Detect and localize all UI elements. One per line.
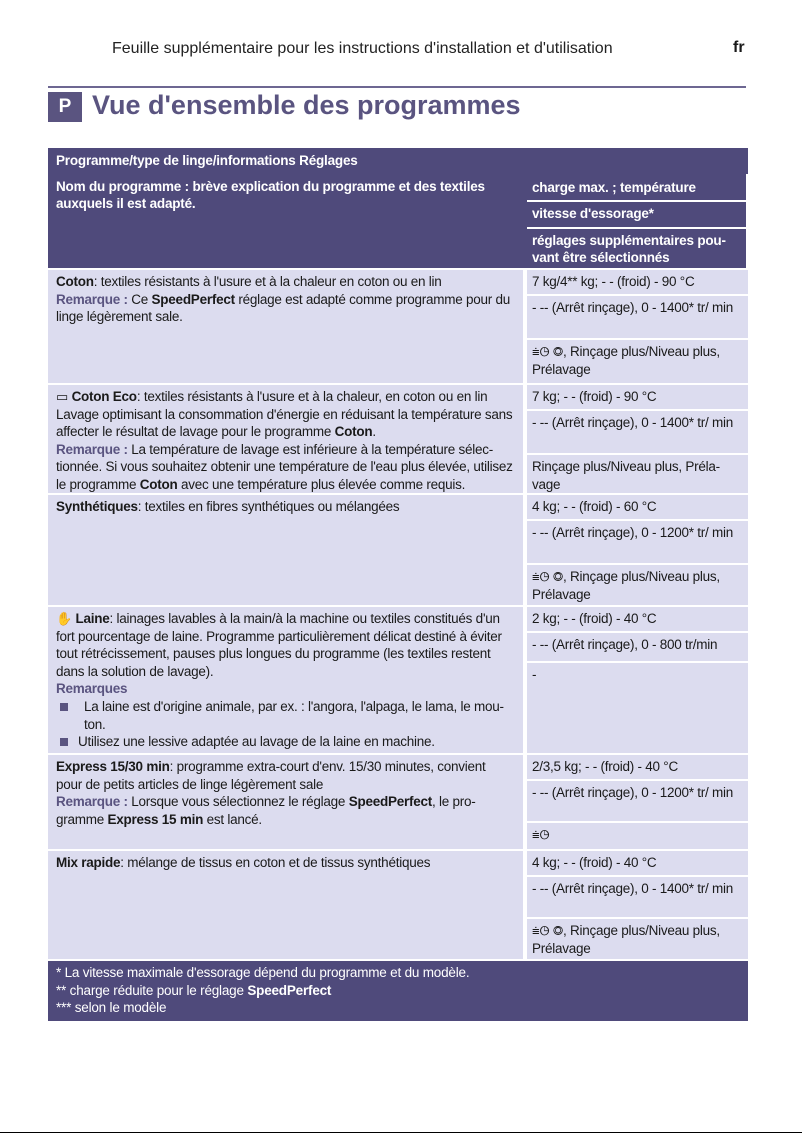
hand-wash-icon: ✋	[56, 611, 72, 626]
program-mix-rapide: Mix rapide: mélange de tissus en coton et de tissus synthétiques	[48, 851, 523, 959]
page-header	[0, 36, 802, 64]
table-head-options: réglages supplémentaires pou-vant être sélectionnés	[527, 229, 746, 268]
programs-icon: P	[48, 92, 82, 122]
coton-spin: - -- (Arrêt rinçage), 0 - 1400* tr/ min	[527, 296, 748, 338]
express-load: 2/3,5 kg; - - (froid) - 40 °C	[527, 755, 748, 779]
laine-load: 2 kg; - - (froid) - 40 °C	[527, 607, 748, 631]
mix-load: 4 kg; - - (froid) - 40 °C	[527, 851, 748, 875]
program-express: Express 15/30 min: programme extra-court d'env. 15/30 minutes, convient pour de petits articles de linge légèrement sale Remarque : Lorsque vous sélectionnez le réglage SpeedPerfect, le pro-gramme Express 15 min est lancé.	[48, 755, 523, 849]
language-code: fr	[733, 39, 745, 56]
eco-icon: ▭	[56, 389, 69, 404]
laine-note-1: La laine est d'origine animale, par ex. : l'angora, l'alpaga, le lama, le mou-ton.	[56, 698, 515, 733]
coton-options: ⩧◷ ◎, Rinçage plus/Niveau plus, Prélavage	[527, 340, 748, 383]
speedperfect-icon: ⩧◷ ◎	[532, 569, 564, 584]
page-bottom-line	[0, 1132, 802, 1133]
header-text: Feuille supplémentaire pour les instructions d'installation et d'utilisation	[112, 40, 613, 57]
laine-spin: - -- (Arrêt rinçage), 0 - 800 tr/min	[527, 633, 748, 661]
table-head-load: charge max. ; température	[527, 174, 746, 200]
table-footnotes	[48, 961, 748, 1021]
program-coton: Coton: textiles résistants à l'usure et à la chaleur en coton ou en lin Remarque : Ce SpeedPerfect réglage est adapté comme programme pour du linge légèrement sale.	[48, 270, 523, 383]
speedperfect-icon: ⩧◷ ◎	[532, 344, 564, 359]
page-title: Vue d'ensemble des programmes	[92, 90, 521, 120]
laine-note-2: Utilisez une lessive adaptée au lavage de la laine en machine.	[56, 733, 515, 751]
coton-load: 7 kg/4** kg; - - (froid) - 90 °C	[527, 270, 748, 294]
speedperfect-icon: ⩧◷ ◎	[532, 923, 564, 938]
table-head-left: Nom du programme : brève explication du programme et des textiles auxquels il est adapté.	[56, 179, 485, 211]
laine-options: -	[527, 663, 748, 753]
program-coton-eco: ▭ Coton Eco: textiles résistants à l'usure et à la chaleur, en coton ou en lin Lavage optimisant la consommation d'énergie en réduisant la température sans affecter le résultat de lavage pour le programme Coton. Remarque : La température de lavage est inférieure à la température sélec-tionnée. Si vous souhaitez obtenir une température de l'eau plus élevée, utilisez le programme Coton avec une température plus élevée comme requis.	[48, 385, 523, 493]
synth-load: 4 kg; - - (froid) - 60 °C	[527, 495, 748, 519]
express-options	[527, 823, 748, 849]
header-divider	[48, 86, 746, 88]
synth-options: ⩧◷ ◎, Rinçage plus/Niveau plus, Prélavage	[527, 565, 748, 605]
program-synthetiques: Synthétiques: textiles en fibres synthétiques ou mélangées	[48, 495, 523, 605]
program-laine: ✋ Laine: lainages lavables à la main/à la machine ou textiles constitués d'un fort pourcentage de laine. Programme particulièrement délicat destiné à éviter tout rétrécissement, pauses plus longues du programme (les textiles restent dans la solution de lavage). Remarques La laine est d'origine animale, par ex. : l'angora, l'alpaga, le lama, le mou-ton. Utilisez une lessive adaptée au lavage de la laine en machine.	[48, 607, 523, 753]
table-head-spin: vitesse d'essorage*	[527, 202, 746, 227]
footnote-1: * La vitesse maximale d'essorage dépend du programme et du modèle.	[56, 965, 470, 980]
synth-spin: - -- (Arrêt rinçage), 0 - 1200* tr/ min	[527, 521, 748, 563]
eco-options: Rinçage plus/Niveau plus, Préla-vage	[527, 455, 748, 493]
table-head-main: Programme/type de linge/informations Réglages	[56, 153, 358, 168]
footnote-3: *** selon le modèle	[56, 1000, 167, 1015]
speedperfect-icon: ⩧◷	[532, 827, 550, 842]
mix-spin: - -- (Arrêt rinçage), 0 - 1400* tr/ min	[527, 877, 748, 917]
footnote-2: ** charge réduite pour le réglage SpeedPerfect	[56, 982, 332, 998]
eco-load: 7 kg; - - (froid) - 90 °C	[527, 385, 748, 409]
mix-options: ⩧◷ ◎, Rinçage plus/Niveau plus, Prélavage	[527, 919, 748, 959]
express-spin: - -- (Arrêt rinçage), 0 - 1200* tr/ min	[527, 781, 748, 821]
eco-spin: - -- (Arrêt rinçage), 0 - 1400* tr/ min	[527, 411, 748, 453]
